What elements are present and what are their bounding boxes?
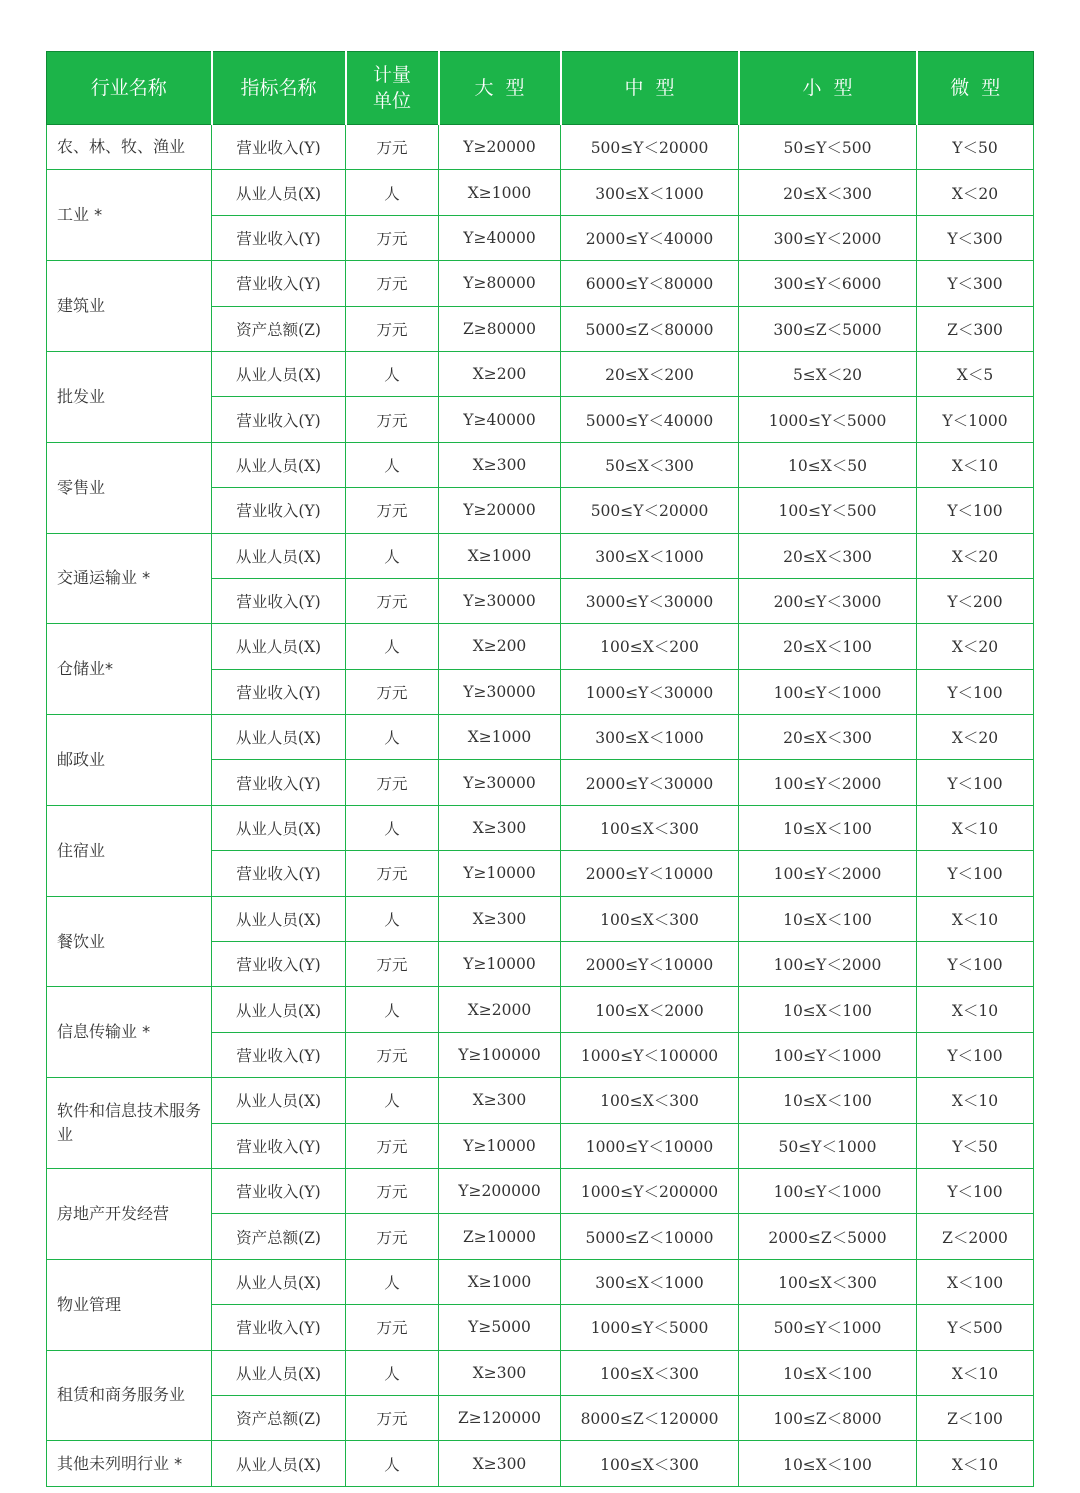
- unit-cell: 人: [346, 442, 439, 487]
- indicator-cell: 从业人员(X): [212, 1350, 346, 1395]
- small-threshold-cell: 5≤X＜20: [739, 351, 917, 396]
- indicator-cell: 营业收入(Y): [212, 488, 346, 533]
- indicator-cell: 营业收入(Y): [212, 1032, 346, 1077]
- table-row: [47, 1078, 1034, 1123]
- small-threshold-cell: 10≤X＜100: [739, 1078, 917, 1123]
- medium-threshold-cell: 2000≤Y＜10000: [561, 942, 739, 987]
- unit-cell: 人: [346, 351, 439, 396]
- large-threshold-cell: Y≥40000: [439, 215, 561, 260]
- table-row: [47, 987, 1034, 1032]
- medium-threshold-cell: 100≤X＜300: [561, 1078, 739, 1123]
- medium-threshold-cell: 5000≤Z＜80000: [561, 306, 739, 351]
- table-row: [47, 442, 1034, 487]
- enterprise-size-classification-table: [46, 51, 1034, 1487]
- indicator-cell: 营业收入(Y): [212, 125, 346, 170]
- indicator-cell: 从业人员(X): [212, 896, 346, 941]
- small-threshold-cell: 20≤X＜300: [739, 533, 917, 578]
- table-row: [47, 170, 1034, 215]
- industry-name-cell: 零售业: [47, 442, 212, 533]
- classification-table-container: [46, 51, 1033, 1487]
- industry-name-cell: 邮政业: [47, 715, 212, 806]
- table-row: [47, 1441, 1034, 1486]
- large-threshold-cell: X≥300: [439, 1441, 561, 1486]
- large-threshold-cell: X≥300: [439, 442, 561, 487]
- small-threshold-cell: 10≤X＜100: [739, 1350, 917, 1395]
- table-row: [47, 1350, 1034, 1395]
- micro-threshold-cell: X＜20: [917, 715, 1034, 760]
- large-threshold-cell: X≥2000: [439, 987, 561, 1032]
- large-threshold-cell: Y≥40000: [439, 397, 561, 442]
- table-header: [47, 52, 1034, 125]
- large-threshold-cell: Y≥20000: [439, 488, 561, 533]
- unit-cell: 人: [346, 1078, 439, 1123]
- indicator-cell: 从业人员(X): [212, 715, 346, 760]
- micro-threshold-cell: X＜100: [917, 1259, 1034, 1304]
- large-threshold-cell: X≥300: [439, 805, 561, 850]
- unit-cell: 万元: [346, 215, 439, 260]
- medium-threshold-cell: 1000≤Y＜10000: [561, 1123, 739, 1168]
- micro-threshold-cell: Y＜100: [917, 488, 1034, 533]
- indicator-cell: 营业收入(Y): [212, 215, 346, 260]
- unit-cell: 万元: [346, 397, 439, 442]
- medium-threshold-cell: 100≤X＜200: [561, 624, 739, 669]
- large-threshold-cell: X≥300: [439, 1078, 561, 1123]
- micro-threshold-cell: X＜20: [917, 533, 1034, 578]
- large-threshold-cell: Y≥20000: [439, 125, 561, 170]
- table-row: [47, 624, 1034, 669]
- unit-cell: 万元: [346, 1395, 439, 1440]
- indicator-cell: 营业收入(Y): [212, 851, 346, 896]
- medium-threshold-cell: 6000≤Y＜80000: [561, 261, 739, 306]
- unit-cell: 人: [346, 624, 439, 669]
- micro-threshold-cell: X＜10: [917, 1078, 1034, 1123]
- industry-name-cell: 住宿业: [47, 805, 212, 896]
- indicator-cell: 资产总额(Z): [212, 306, 346, 351]
- small-threshold-cell: 100≤Y＜2000: [739, 851, 917, 896]
- unit-cell: 万元: [346, 1305, 439, 1350]
- header-indicator-name: 指标名称: [212, 52, 346, 125]
- table-row: [47, 1168, 1034, 1213]
- small-threshold-cell: 10≤X＜100: [739, 896, 917, 941]
- table-row: [47, 805, 1034, 850]
- large-threshold-cell: X≥200: [439, 624, 561, 669]
- table-row: [47, 125, 1034, 170]
- micro-threshold-cell: Y＜1000: [917, 397, 1034, 442]
- large-threshold-cell: X≥200: [439, 351, 561, 396]
- micro-threshold-cell: Y＜100: [917, 1168, 1034, 1213]
- large-threshold-cell: Y≥100000: [439, 1032, 561, 1077]
- industry-name-cell: 工业 *: [47, 170, 212, 261]
- industry-name-cell: 餐饮业: [47, 896, 212, 987]
- indicator-cell: 营业收入(Y): [212, 1168, 346, 1213]
- header-large: 大 型: [439, 52, 561, 125]
- micro-threshold-cell: Z＜100: [917, 1395, 1034, 1440]
- large-threshold-cell: Y≥10000: [439, 851, 561, 896]
- header-small: 小 型: [739, 52, 917, 125]
- industry-name-cell: 建筑业: [47, 261, 212, 352]
- micro-threshold-cell: Y＜300: [917, 261, 1034, 306]
- industry-name-cell: 农、林、牧、渔业: [47, 125, 212, 170]
- table-row: [47, 351, 1034, 396]
- micro-threshold-cell: Y＜100: [917, 669, 1034, 714]
- micro-threshold-cell: Y＜50: [917, 1123, 1034, 1168]
- medium-threshold-cell: 100≤X＜2000: [561, 987, 739, 1032]
- large-threshold-cell: X≥1000: [439, 715, 561, 760]
- unit-cell: 万元: [346, 1123, 439, 1168]
- table-row: [47, 715, 1034, 760]
- micro-threshold-cell: Y＜500: [917, 1305, 1034, 1350]
- medium-threshold-cell: 3000≤Y＜30000: [561, 578, 739, 623]
- large-threshold-cell: Y≥30000: [439, 760, 561, 805]
- small-threshold-cell: 20≤X＜300: [739, 715, 917, 760]
- table-row: [47, 1259, 1034, 1304]
- unit-cell: 人: [346, 533, 439, 578]
- header-unit: [346, 52, 439, 125]
- micro-threshold-cell: X＜20: [917, 624, 1034, 669]
- unit-cell: 人: [346, 805, 439, 850]
- micro-threshold-cell: Y＜100: [917, 1032, 1034, 1077]
- header-unit-text: 计量 单位: [372, 64, 411, 112]
- medium-threshold-cell: 5000≤Y＜40000: [561, 397, 739, 442]
- industry-name-cell: 物业管理: [47, 1259, 212, 1350]
- large-threshold-cell: X≥300: [439, 896, 561, 941]
- indicator-cell: 营业收入(Y): [212, 942, 346, 987]
- small-threshold-cell: 100≤Y＜1000: [739, 669, 917, 714]
- unit-cell: 万元: [346, 578, 439, 623]
- header-row: [47, 52, 1034, 125]
- small-threshold-cell: 2000≤Z＜5000: [739, 1214, 917, 1259]
- unit-cell: 万元: [346, 261, 439, 306]
- unit-cell: 万元: [346, 1168, 439, 1213]
- unit-cell: 万元: [346, 942, 439, 987]
- small-threshold-cell: 1000≤Y＜5000: [739, 397, 917, 442]
- unit-cell: 人: [346, 896, 439, 941]
- micro-threshold-cell: Z＜2000: [917, 1214, 1034, 1259]
- indicator-cell: 营业收入(Y): [212, 578, 346, 623]
- medium-threshold-cell: 300≤X＜1000: [561, 1259, 739, 1304]
- small-threshold-cell: 100≤X＜300: [739, 1259, 917, 1304]
- medium-threshold-cell: 5000≤Z＜10000: [561, 1214, 739, 1259]
- indicator-cell: 资产总额(Z): [212, 1395, 346, 1440]
- micro-threshold-cell: X＜10: [917, 805, 1034, 850]
- small-threshold-cell: 100≤Y＜1000: [739, 1168, 917, 1213]
- small-threshold-cell: 500≤Y＜1000: [739, 1305, 917, 1350]
- indicator-cell: 营业收入(Y): [212, 1305, 346, 1350]
- industry-name-cell: 其他未列明行业 *: [47, 1441, 212, 1486]
- micro-threshold-cell: X＜10: [917, 442, 1034, 487]
- small-threshold-cell: 10≤X＜50: [739, 442, 917, 487]
- indicator-cell: 从业人员(X): [212, 170, 346, 215]
- small-threshold-cell: 300≤Y＜2000: [739, 215, 917, 260]
- unit-cell: 万元: [346, 669, 439, 714]
- header-industry-name: 行业名称: [47, 52, 212, 125]
- industry-name-cell: 租赁和商务服务业: [47, 1350, 212, 1441]
- medium-threshold-cell: 100≤X＜300: [561, 1441, 739, 1486]
- unit-cell: 人: [346, 715, 439, 760]
- micro-threshold-cell: Z＜300: [917, 306, 1034, 351]
- indicator-cell: 从业人员(X): [212, 624, 346, 669]
- small-threshold-cell: 50≤Y＜500: [739, 125, 917, 170]
- medium-threshold-cell: 500≤Y＜20000: [561, 125, 739, 170]
- unit-cell: 人: [346, 1441, 439, 1486]
- table-row: [47, 261, 1034, 306]
- small-threshold-cell: 10≤X＜100: [739, 1441, 917, 1486]
- medium-threshold-cell: 100≤X＜300: [561, 1350, 739, 1395]
- unit-cell: 人: [346, 987, 439, 1032]
- large-threshold-cell: Y≥200000: [439, 1168, 561, 1213]
- indicator-cell: 营业收入(Y): [212, 261, 346, 306]
- medium-threshold-cell: 100≤X＜300: [561, 896, 739, 941]
- indicator-cell: 营业收入(Y): [212, 397, 346, 442]
- large-threshold-cell: Y≥80000: [439, 261, 561, 306]
- medium-threshold-cell: 300≤X＜1000: [561, 533, 739, 578]
- unit-cell: 万元: [346, 306, 439, 351]
- medium-threshold-cell: 50≤X＜300: [561, 442, 739, 487]
- medium-threshold-cell: 1000≤Y＜30000: [561, 669, 739, 714]
- large-threshold-cell: Y≥5000: [439, 1305, 561, 1350]
- medium-threshold-cell: 500≤Y＜20000: [561, 488, 739, 533]
- industry-name-cell: 批发业: [47, 351, 212, 442]
- medium-threshold-cell: 300≤X＜1000: [561, 715, 739, 760]
- large-threshold-cell: X≥1000: [439, 533, 561, 578]
- unit-cell: 万元: [346, 125, 439, 170]
- indicator-cell: 营业收入(Y): [212, 760, 346, 805]
- table-row: [47, 533, 1034, 578]
- micro-threshold-cell: Y＜200: [917, 578, 1034, 623]
- small-threshold-cell: 200≤Y＜3000: [739, 578, 917, 623]
- large-threshold-cell: Y≥30000: [439, 669, 561, 714]
- industry-name-cell: 交通运输业 *: [47, 533, 212, 624]
- micro-threshold-cell: X＜10: [917, 1441, 1034, 1486]
- indicator-cell: 营业收入(Y): [212, 1123, 346, 1168]
- indicator-cell: 从业人员(X): [212, 805, 346, 850]
- large-threshold-cell: Z≥80000: [439, 306, 561, 351]
- micro-threshold-cell: Y＜100: [917, 760, 1034, 805]
- table-body: [47, 125, 1034, 1487]
- micro-threshold-cell: X＜5: [917, 351, 1034, 396]
- micro-threshold-cell: X＜10: [917, 896, 1034, 941]
- header-micro: 微 型: [917, 52, 1034, 125]
- small-threshold-cell: 10≤X＜100: [739, 805, 917, 850]
- large-threshold-cell: X≥1000: [439, 170, 561, 215]
- industry-name-cell: 房地产开发经营: [47, 1168, 212, 1259]
- indicator-cell: 资产总额(Z): [212, 1214, 346, 1259]
- unit-cell: 人: [346, 1259, 439, 1304]
- large-threshold-cell: X≥300: [439, 1350, 561, 1395]
- medium-threshold-cell: 2000≤Y＜40000: [561, 215, 739, 260]
- large-threshold-cell: Y≥30000: [439, 578, 561, 623]
- small-threshold-cell: 300≤Z＜5000: [739, 306, 917, 351]
- indicator-cell: 营业收入(Y): [212, 669, 346, 714]
- micro-threshold-cell: Y＜50: [917, 125, 1034, 170]
- micro-threshold-cell: X＜10: [917, 1350, 1034, 1395]
- industry-name-cell: 软件和信息技术服务业: [47, 1078, 212, 1169]
- small-threshold-cell: 300≤Y＜6000: [739, 261, 917, 306]
- indicator-cell: 从业人员(X): [212, 1259, 346, 1304]
- small-threshold-cell: 100≤Y＜2000: [739, 942, 917, 987]
- large-threshold-cell: Z≥10000: [439, 1214, 561, 1259]
- medium-threshold-cell: 1000≤Y＜200000: [561, 1168, 739, 1213]
- indicator-cell: 从业人员(X): [212, 533, 346, 578]
- unit-cell: 万元: [346, 1214, 439, 1259]
- header-medium: 中 型: [561, 52, 739, 125]
- unit-cell: 人: [346, 1350, 439, 1395]
- unit-cell: 万元: [346, 760, 439, 805]
- large-threshold-cell: X≥1000: [439, 1259, 561, 1304]
- medium-threshold-cell: 300≤X＜1000: [561, 170, 739, 215]
- medium-threshold-cell: 1000≤Y＜100000: [561, 1032, 739, 1077]
- small-threshold-cell: 100≤Y＜2000: [739, 760, 917, 805]
- small-threshold-cell: 50≤Y＜1000: [739, 1123, 917, 1168]
- unit-cell: 人: [346, 170, 439, 215]
- unit-cell: 万元: [346, 1032, 439, 1077]
- micro-threshold-cell: Y＜100: [917, 851, 1034, 896]
- medium-threshold-cell: 2000≤Y＜10000: [561, 851, 739, 896]
- industry-name-cell: 仓储业*: [47, 624, 212, 715]
- small-threshold-cell: 100≤Z＜8000: [739, 1395, 917, 1440]
- micro-threshold-cell: X＜20: [917, 170, 1034, 215]
- large-threshold-cell: Y≥10000: [439, 942, 561, 987]
- small-threshold-cell: 20≤X＜100: [739, 624, 917, 669]
- medium-threshold-cell: 1000≤Y＜5000: [561, 1305, 739, 1350]
- industry-name-cell: 信息传输业 *: [47, 987, 212, 1078]
- indicator-cell: 从业人员(X): [212, 1441, 346, 1486]
- unit-cell: 万元: [346, 488, 439, 533]
- small-threshold-cell: 100≤Y＜1000: [739, 1032, 917, 1077]
- medium-threshold-cell: 2000≤Y＜30000: [561, 760, 739, 805]
- small-threshold-cell: 20≤X＜300: [739, 170, 917, 215]
- indicator-cell: 从业人员(X): [212, 987, 346, 1032]
- micro-threshold-cell: Y＜100: [917, 942, 1034, 987]
- micro-threshold-cell: Y＜300: [917, 215, 1034, 260]
- table-row: [47, 896, 1034, 941]
- indicator-cell: 从业人员(X): [212, 351, 346, 396]
- medium-threshold-cell: 8000≤Z＜120000: [561, 1395, 739, 1440]
- indicator-cell: 从业人员(X): [212, 1078, 346, 1123]
- medium-threshold-cell: 100≤X＜300: [561, 805, 739, 850]
- medium-threshold-cell: 20≤X＜200: [561, 351, 739, 396]
- large-threshold-cell: Y≥10000: [439, 1123, 561, 1168]
- small-threshold-cell: 100≤Y＜500: [739, 488, 917, 533]
- unit-cell: 万元: [346, 851, 439, 896]
- small-threshold-cell: 10≤X＜100: [739, 987, 917, 1032]
- indicator-cell: 从业人员(X): [212, 442, 346, 487]
- large-threshold-cell: Z≥120000: [439, 1395, 561, 1440]
- micro-threshold-cell: X＜10: [917, 987, 1034, 1032]
